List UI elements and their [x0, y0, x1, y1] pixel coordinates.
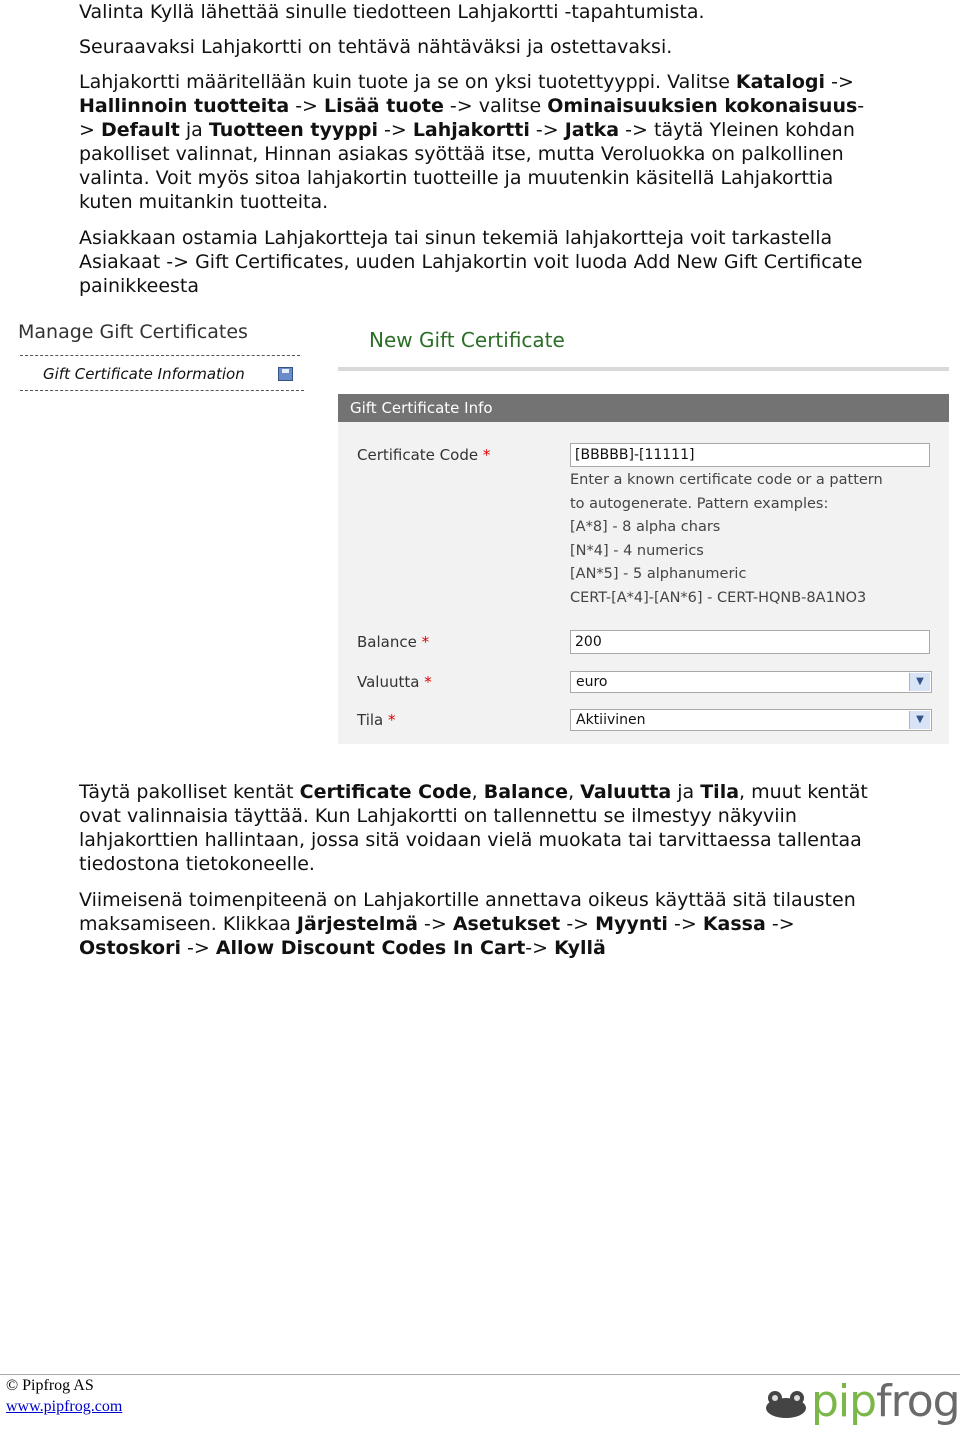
manage-gift-certificates-title: Manage Gift Certificates	[18, 321, 248, 343]
certificate-code-help: Enter a known certificate code or a pattern to autogenerate. Pattern examples: [A*8] - 8 alpha chars [N*4] - 4 numerics [AN*5] - 5 alphanumeric CERT-[A*4]-[AN*6] - CERT-HQNB-8A1NO3	[570, 472, 883, 606]
logo-wordmark: pipfrog	[811, 1376, 960, 1427]
frog-icon	[765, 1390, 807, 1418]
balance-label: Balance *	[357, 633, 430, 651]
gift-certificate-info-panel	[338, 394, 949, 744]
admin-screenshot	[0, 315, 960, 755]
balance-input[interactable]: 200	[570, 630, 930, 654]
paragraph-enable-payment: Viimeisenä toimenpiteenä on Lahjakortille annettava oikeus käyttää sitä tilausten maksamiseen. Klikkaa Järjestelmä -> Asetukset -> Myynti -> Kassa -> Ostoskori -> Allow Discount Codes In Cart-> Kyllä	[79, 889, 856, 959]
footer-website-link[interactable]: www.pipfrog.com	[6, 1398, 123, 1415]
currency-select[interactable]: euro ▼	[570, 671, 932, 693]
save-icon	[278, 367, 293, 381]
divider	[20, 355, 300, 356]
certificate-code-input[interactable]: [BBBBB]-[11111]	[570, 443, 930, 467]
gift-certificate-information-link[interactable]: Gift Certificate Information	[43, 365, 245, 383]
chevron-down-icon: ▼	[909, 673, 930, 691]
paragraph-customer-certificates: Asiakkaan ostamia Lahjakortteja tai sinun tekemiä lahjakortteja voit tarkastella Asiakaat -> Gift Certificates, uuden Lahjakortin voit luoda Add New Gift Certificate painikkeesta	[79, 227, 863, 297]
paragraph-product-setup: Lahjakortti määritellään kuin tuote ja se on yksi tuotettyyppi. Valitse Katalogi -> Hallinnoin tuotteita -> Lisää tuote -> valitse Ominaisuuksien kokonaisuus- > Default ja Tuotteen tyyppi -> Lahjakortti -> Jatka -> täytä Yleinen kohdan pakolliset valinnat, Hinnan asiakas syöttää itse, mutta Veroluokka on palkollinen valinta. Voit myös sitoa lahjakortin tuotteille ja muutenkin käsitellä Lahjakorttia kuten muitankin tuotteita.	[79, 71, 865, 213]
certificate-code-label: Certificate Code *	[357, 446, 491, 464]
footer-divider	[0, 1374, 960, 1375]
footer-copyright: © Pipfrog AS	[6, 1377, 94, 1394]
panel-header: Gift Certificate Info	[338, 394, 949, 422]
new-gift-certificate-title: New Gift Certificate	[369, 328, 565, 352]
status-label: Tila *	[357, 711, 396, 729]
paragraph-required-fields: Täytä pakolliset kentät Certificate Code, Balance, Valuutta ja Tila, muut kentät ovat valinnaisia täyttää. Kun Lahjakortti on tallennettu se ilmestyy näkyviin lahjakorttien hallintaan, jossa sitä voidaan vielä muokata tai tarvittaessa tallentaa tiedostona tietokoneelle.	[79, 781, 868, 875]
currency-label: Valuutta *	[357, 673, 432, 691]
status-select[interactable]: Aktiivinen ▼	[570, 709, 932, 731]
divider	[20, 390, 304, 391]
intro-line-1: Valinta Kyllä lähettää sinulle tiedotteen Lahjakortti -tapahtumista.	[79, 1, 705, 23]
title-underline	[338, 367, 949, 371]
intro-line-2: Seuraavaksi Lahjakortti on tehtävä nähtäväksi ja ostettavaksi.	[79, 36, 673, 58]
chevron-down-icon: ▼	[909, 711, 930, 729]
pipfrog-logo	[765, 1376, 960, 1428]
